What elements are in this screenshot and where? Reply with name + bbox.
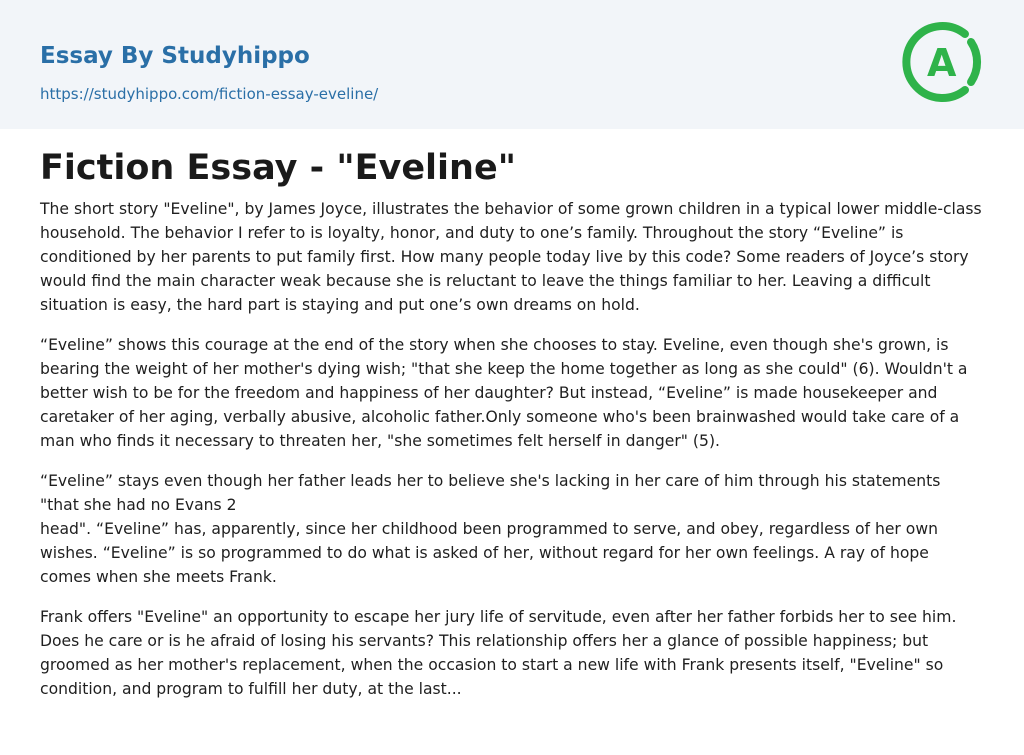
studyhippo-logo[interactable] bbox=[900, 20, 984, 104]
essay-content bbox=[0, 129, 1024, 701]
essay-paragraph: Frank offers "Eveline" an opportunity to escape her jury life of servitude, even after her father forbids her to see him. Does he care or is he afraid of losing his servants? This relationship offers her a glance of possible happiness; but groomed as her mother's replacement, when the occasion to start a new life with Frank presents itself, "Eveline" so condition, and program to fulfill her duty, at the last... bbox=[40, 608, 957, 698]
site-brand: Essay By Studyhippo bbox=[40, 43, 310, 69]
essay-paragraph: “Eveline” stays even though her father leads her to believe she's lacking in her care of him through his statements "that she had no Evans 2 head". “Eveline” has, apparently, since her childhood been programmed to serve, and obey, regardless of her own wishes. “Eveline” is so programmed to do what is asked of her, without regard for her own feelings. A ray of hope comes when she meets Frank. bbox=[40, 472, 941, 586]
essay-paragraph: “Eveline” shows this courage at the end of the story when she chooses to stay. Eveline, even though she's grown, is bearing the weight of her mother's dying wish; "that she keep the home together as long as she could" (6). Wouldn't a better wish to be for the freedom and happiness of her daughter? But instead, “Eveline” is made housekeeper and caretaker of her aging, verbally abusive, alcoholic father.Only someone who's been brainwashed would take care of a man who finds it necessary to threaten her, "she sometimes felt herself in danger" (5). bbox=[40, 336, 968, 450]
essay-paragraph: The short story "Eveline", by James Joyce, illustrates the behavior of some grown children in a typical lower middle-class household. The behavior I refer to is loyalty, honor, and duty to one’s family. Throughout the story “Eveline” is conditioned by her parents to put family first. How many people today live by this code? Some readers of Joyce’s story would find the main character weak because she is reluctant to leave the things familiar to her. Leaving a difficult situation is easy, the hard part is staying and put one’s own dreams on hold. bbox=[40, 200, 982, 314]
essay-title: Fiction Essay - "Eveline" bbox=[40, 148, 516, 188]
site-header bbox=[0, 0, 1024, 129]
essay-url-link[interactable]: https://studyhippo.com/fiction-essay-eveline/ bbox=[40, 85, 379, 103]
logo-letter: A bbox=[927, 41, 957, 85]
